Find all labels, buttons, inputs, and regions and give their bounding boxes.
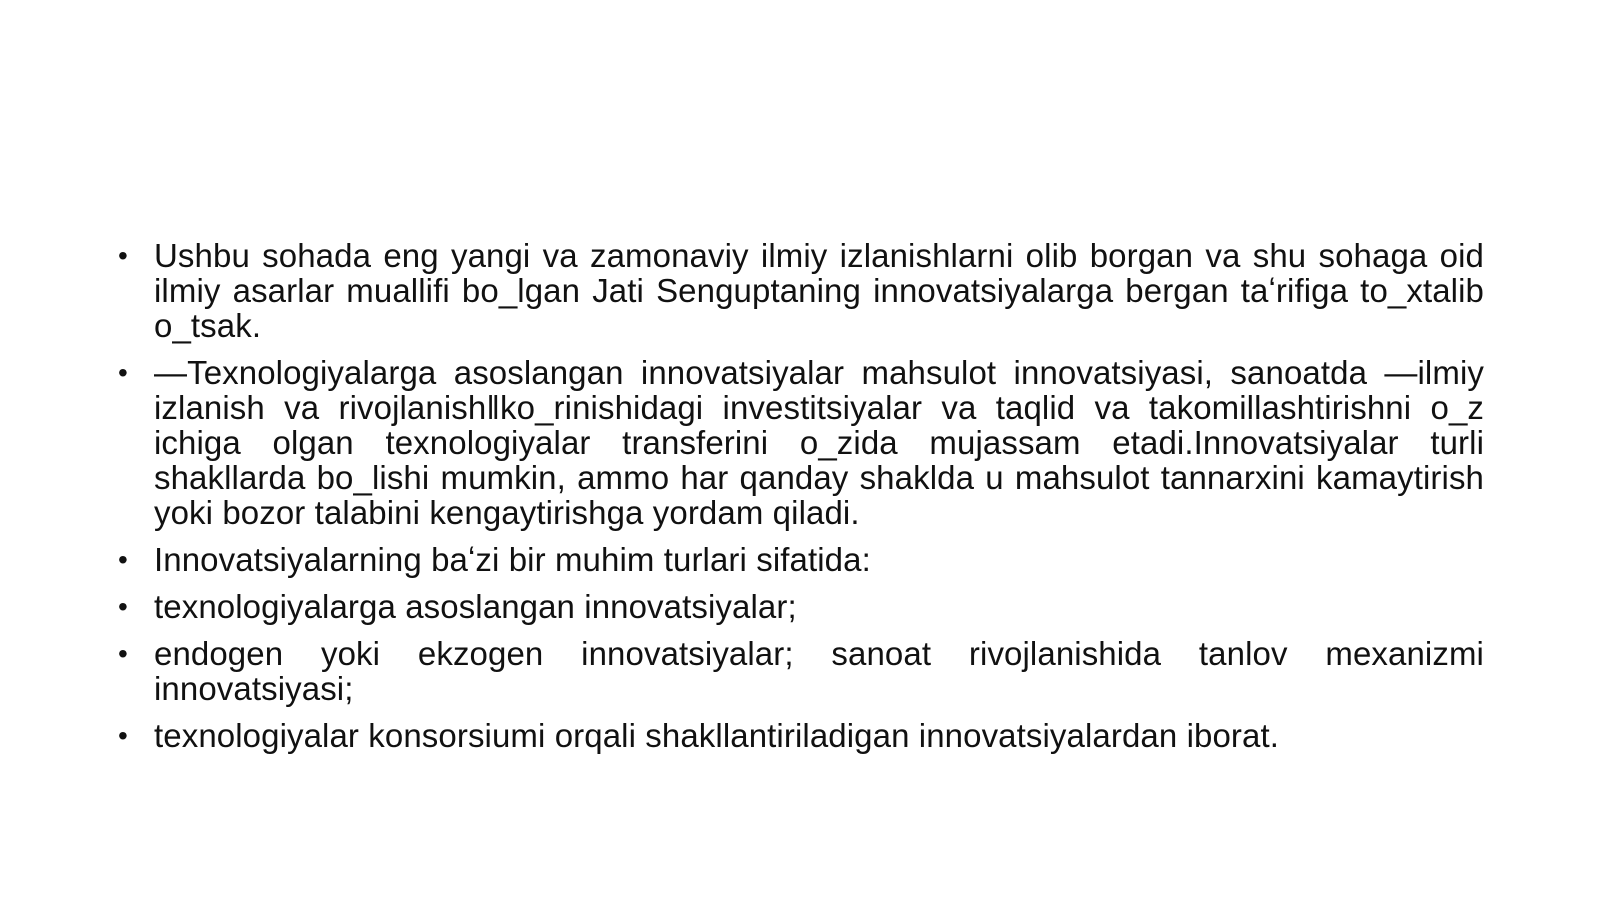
- list-item: [118, 636, 1484, 706]
- list-item-text: endogen yoki ekzogen innovatsiyalar; sanoat rivojlanishida tanlov mexanizmi innovatsiyasi;: [154, 635, 1484, 707]
- bullet-icon: •: [118, 544, 128, 575]
- bullet-list: [118, 238, 1484, 753]
- bullet-icon: •: [118, 638, 128, 669]
- bullet-icon: •: [118, 591, 128, 622]
- list-item-text: ―Texnologiyalarga asoslangan innovatsiyalar mahsulot innovatsiyasi, sanoatda ―ilmiy izlanish va rivojlanish‖ko_rinishidagi investitsiyalar va taqlid va takomillashtirishni o_z ichiga olgan texnologiyalar transferini o_zida mujassam etadi.Innovatsiyalar turli shakllarda bo_lishi mumkin, ammo har qanday shaklda u mahsulot tannarxini kamaytirish yoki bozor talabini kengaytirishga yordam qiladi.: [154, 354, 1484, 531]
- list-item-text: Ushbu sohada eng yangi va zamonaviy ilmiy izlanishlarni olib borgan va shu sohaga oid ilmiy asarlar muallifi bo_lgan Jati Senguptaning innovatsiyalarga bergan taʻrifiga to_xtalib o_tsak.: [154, 237, 1484, 344]
- list-item: [118, 589, 1484, 624]
- list-item: [118, 355, 1484, 530]
- list-item: [118, 238, 1484, 343]
- bullet-icon: •: [118, 720, 128, 751]
- list-item-text: texnologiyalarga asoslangan innovatsiyalar;: [154, 588, 797, 625]
- bullet-icon: •: [118, 240, 128, 271]
- list-item: [118, 718, 1484, 753]
- list-item: [118, 542, 1484, 577]
- list-item-text: texnologiyalar konsorsiumi orqali shakllantiriladigan innovatsiyalardan iborat.: [154, 717, 1280, 754]
- bullet-icon: •: [118, 357, 128, 388]
- slide-body: [118, 238, 1484, 765]
- list-item-text: Innovatsiyalarning baʻzi bir muhim turlari sifatida:: [154, 541, 871, 578]
